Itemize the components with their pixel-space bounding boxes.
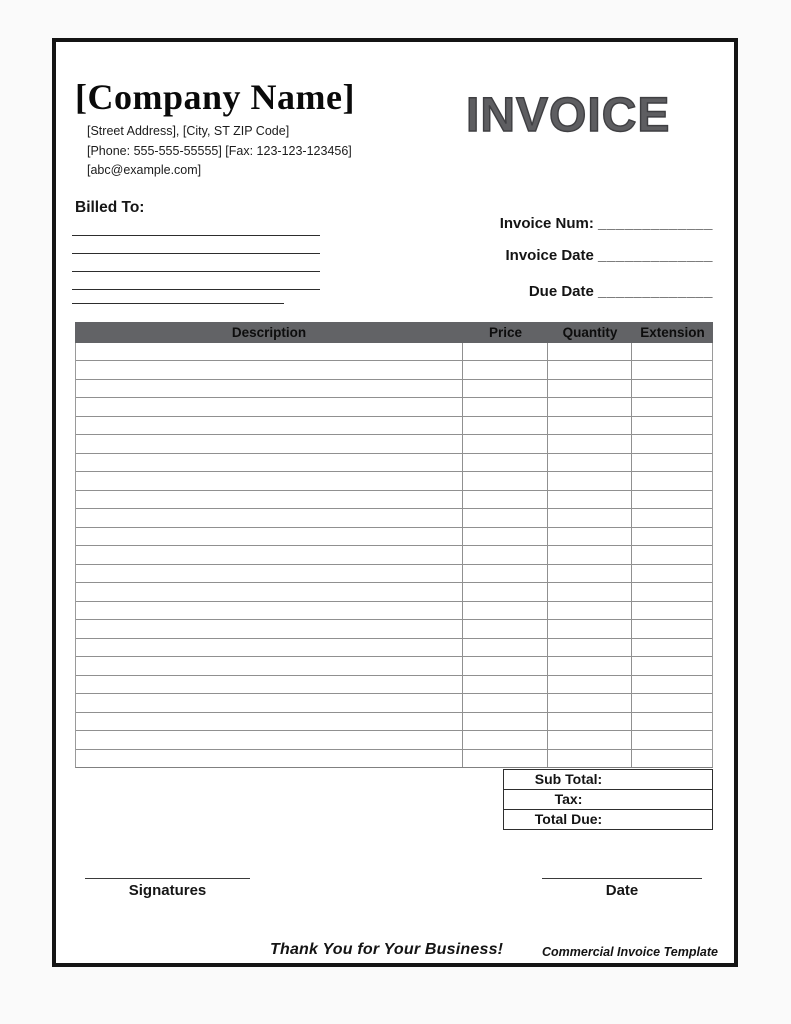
cell-quantity[interactable] — [548, 546, 632, 563]
items-table — [75, 322, 713, 768]
cell-extension[interactable] — [632, 583, 712, 600]
cell-extension[interactable] — [632, 620, 712, 637]
cell-price[interactable] — [463, 602, 548, 619]
billed-to-blank-line[interactable] — [72, 271, 320, 272]
billed-to-blank-line[interactable] — [72, 289, 320, 290]
cell-price[interactable] — [463, 620, 548, 637]
cell-description[interactable] — [76, 602, 463, 619]
cell-price[interactable] — [463, 694, 548, 711]
cell-price[interactable] — [463, 639, 548, 656]
cell-description[interactable] — [76, 546, 463, 563]
cell-price[interactable] — [463, 546, 548, 563]
table-row — [76, 713, 712, 731]
cell-quantity[interactable] — [548, 398, 632, 415]
cell-price[interactable] — [463, 750, 548, 767]
table-row — [76, 731, 712, 749]
cell-price[interactable] — [463, 713, 548, 730]
cell-quantity[interactable] — [548, 676, 632, 693]
subtotal-value[interactable] — [633, 770, 712, 789]
cell-extension[interactable] — [632, 491, 712, 508]
cell-description[interactable] — [76, 435, 463, 452]
table-row — [76, 546, 712, 564]
cell-extension[interactable] — [632, 731, 712, 748]
cell-description[interactable] — [76, 398, 463, 415]
table-row — [76, 620, 712, 638]
cell-extension[interactable] — [632, 361, 712, 378]
invoice-number-row — [500, 215, 713, 232]
tax-value[interactable] — [633, 790, 712, 809]
cell-price[interactable] — [463, 380, 548, 397]
cell-price[interactable] — [463, 435, 548, 452]
invoice-page — [56, 42, 734, 963]
cell-description[interactable] — [76, 657, 463, 674]
cell-description[interactable] — [76, 713, 463, 730]
table-row — [76, 657, 712, 675]
due-date-row — [500, 283, 713, 300]
due-date-field[interactable]: _____________ — [598, 283, 713, 300]
table-row — [76, 509, 712, 527]
cell-description[interactable] — [76, 583, 463, 600]
cell-extension[interactable] — [632, 546, 712, 563]
table-row — [76, 639, 712, 657]
cell-quantity[interactable] — [548, 657, 632, 674]
cell-quantity[interactable] — [548, 380, 632, 397]
template-name: Commercial Invoice Template — [542, 945, 718, 959]
table-row — [76, 380, 712, 398]
table-row — [76, 454, 712, 472]
invoice-date-row — [500, 247, 713, 264]
billed-to-blank-line[interactable] — [72, 303, 284, 304]
date-label: Date — [605, 882, 639, 899]
company-email-line: [abc@example.com] — [87, 163, 202, 177]
cell-price[interactable] — [463, 509, 548, 526]
cell-quantity[interactable] — [548, 565, 632, 582]
cell-description[interactable] — [76, 343, 463, 360]
cell-description[interactable] — [76, 676, 463, 693]
invoice-number-field[interactable]: _____________ — [598, 215, 713, 232]
cell-extension[interactable] — [632, 380, 712, 397]
table-row — [76, 602, 712, 620]
cell-description[interactable] — [76, 639, 463, 656]
company-name: [Company Name] — [75, 77, 355, 117]
signature-label: Signatures — [128, 882, 207, 899]
column-header-extension: Extension — [640, 325, 705, 340]
company-street-line: [Street Address], [City, ST ZIP Code] — [87, 124, 290, 138]
items-table-body — [75, 343, 713, 768]
cell-description[interactable] — [76, 750, 463, 767]
cell-price[interactable] — [463, 472, 548, 489]
cell-description[interactable] — [76, 694, 463, 711]
cell-price[interactable] — [463, 528, 548, 545]
cell-price[interactable] — [463, 454, 548, 471]
cell-extension[interactable] — [632, 454, 712, 471]
table-row — [76, 565, 712, 583]
table-row — [76, 676, 712, 694]
cell-price[interactable] — [463, 583, 548, 600]
cell-extension[interactable] — [632, 528, 712, 545]
total-due-row — [504, 810, 712, 829]
items-table-header — [75, 322, 713, 343]
cell-quantity[interactable] — [548, 435, 632, 452]
table-row — [76, 491, 712, 509]
billed-to-blank-line[interactable] — [72, 253, 320, 254]
cell-extension[interactable] — [632, 676, 712, 693]
table-row — [76, 583, 712, 601]
billed-to-blank-line[interactable] — [72, 235, 320, 236]
cell-quantity[interactable] — [548, 713, 632, 730]
column-header-description: Description — [231, 325, 307, 340]
cell-quantity[interactable] — [548, 731, 632, 748]
cell-price[interactable] — [463, 731, 548, 748]
cell-description[interactable] — [76, 731, 463, 748]
cell-extension[interactable] — [632, 565, 712, 582]
table-row — [76, 528, 712, 546]
cell-quantity[interactable] — [548, 343, 632, 360]
thank-you-message: Thank You for Your Business! — [270, 941, 504, 958]
cell-price[interactable] — [463, 398, 548, 415]
table-row — [76, 435, 712, 453]
cell-price[interactable] — [463, 343, 548, 360]
billed-to-label: Billed To: — [75, 199, 145, 216]
table-row — [76, 343, 712, 361]
cell-description[interactable] — [76, 491, 463, 508]
cell-description[interactable] — [76, 380, 463, 397]
cell-quantity[interactable] — [548, 454, 632, 471]
signature-line[interactable] — [85, 878, 250, 879]
cell-quantity[interactable] — [548, 509, 632, 526]
table-row — [76, 417, 712, 435]
cell-extension[interactable] — [632, 398, 712, 415]
cell-price[interactable] — [463, 417, 548, 434]
tax-label: Tax: — [554, 791, 583, 807]
table-row — [76, 361, 712, 379]
total-due-value[interactable] — [633, 810, 712, 829]
cell-description[interactable] — [76, 417, 463, 434]
table-row — [76, 694, 712, 712]
cell-extension[interactable] — [632, 417, 712, 434]
company-address-block — [87, 122, 352, 181]
cell-description[interactable] — [76, 454, 463, 471]
page-border — [52, 38, 738, 967]
table-row — [76, 750, 712, 767]
cell-description[interactable] — [76, 361, 463, 378]
invoice-date-field[interactable]: _____________ — [598, 247, 713, 264]
cell-description[interactable] — [76, 565, 463, 582]
cell-price[interactable] — [463, 657, 548, 674]
subtotal-row — [504, 770, 712, 790]
cell-description[interactable] — [76, 472, 463, 489]
cell-description[interactable] — [76, 620, 463, 637]
cell-description[interactable] — [76, 528, 463, 545]
invoice-title: INVOICE — [466, 89, 671, 142]
cell-extension[interactable] — [632, 639, 712, 656]
cell-description[interactable] — [76, 509, 463, 526]
cell-extension[interactable] — [632, 713, 712, 730]
cell-quantity[interactable] — [548, 472, 632, 489]
cell-quantity[interactable] — [548, 750, 632, 767]
cell-price[interactable] — [463, 361, 548, 378]
company-phone-fax-line: [Phone: 555-555-55555] [Fax: 123-123-123456] — [87, 143, 352, 158]
cell-price[interactable] — [463, 491, 548, 508]
cell-quantity[interactable] — [548, 528, 632, 545]
invoice-number-label: Invoice Num: — [499, 215, 594, 232]
table-row — [76, 472, 712, 490]
cell-quantity[interactable] — [548, 417, 632, 434]
invoice-date-label: Invoice Date — [505, 247, 594, 264]
due-date-label: Due Date — [528, 283, 594, 300]
cell-extension[interactable] — [632, 750, 712, 767]
subtotal-label: Sub Total: — [534, 771, 603, 787]
cell-quantity[interactable] — [548, 620, 632, 637]
table-row — [76, 398, 712, 416]
cell-extension[interactable] — [632, 602, 712, 619]
column-header-quantity: Quantity — [562, 325, 618, 340]
cell-extension[interactable] — [632, 657, 712, 674]
cell-extension[interactable] — [632, 694, 712, 711]
cell-extension[interactable] — [632, 343, 712, 360]
totals-box — [503, 769, 713, 830]
cell-price[interactable] — [463, 676, 548, 693]
column-header-price: Price — [488, 325, 523, 340]
cell-quantity[interactable] — [548, 491, 632, 508]
cell-quantity[interactable] — [548, 583, 632, 600]
cell-extension[interactable] — [632, 472, 712, 489]
cell-quantity[interactable] — [548, 361, 632, 378]
tax-row — [504, 790, 712, 810]
total-due-label: Total Due: — [534, 811, 603, 827]
cell-quantity[interactable] — [548, 639, 632, 656]
cell-extension[interactable] — [632, 509, 712, 526]
cell-price[interactable] — [463, 565, 548, 582]
cell-quantity[interactable] — [548, 694, 632, 711]
cell-extension[interactable] — [632, 435, 712, 452]
date-line[interactable] — [542, 878, 702, 879]
cell-quantity[interactable] — [548, 602, 632, 619]
invoice-meta — [500, 215, 713, 300]
